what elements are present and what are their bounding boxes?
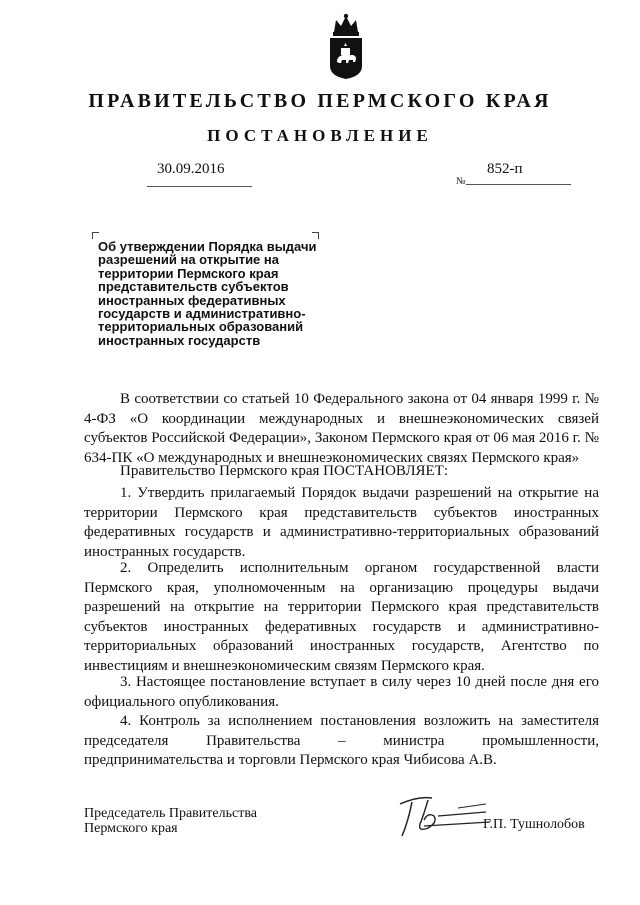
document-subject: Об утверждении Порядка выдачи разрешений на открытие на территории Пермского края представительств субъектов иностранных федеративных государств и административно-территориальных образований иностранных государств — [98, 239, 317, 348]
signatory-role-line2: Пермского края — [84, 821, 178, 836]
subject-corner-left — [92, 232, 99, 239]
signatory-role — [84, 806, 257, 836]
decree-paragraph: Правительство Пермского края ПОСТАНОВЛЯЕТ: — [120, 463, 449, 479]
date-underline — [147, 186, 252, 187]
number-sign: № — [456, 176, 466, 187]
document-date: 30.09.2016 — [157, 161, 225, 177]
document-number: 852-п — [487, 161, 523, 177]
signatory-role-line1: Председатель Правительства — [84, 806, 257, 821]
document-type: ПОСТАНОВЛЕНИЕ — [207, 126, 433, 145]
signatory-name: Г.П. Тушнолобов — [483, 817, 585, 832]
perm-krai-coat-of-arms-icon — [327, 12, 365, 80]
item-3-paragraph: 3. Настоящее постановление вступает в силу через 10 дней после дня его официального опубликования. — [84, 674, 599, 710]
item-1-paragraph: 1. Утвердить прилагаемый Порядок выдачи разрешений на открытие на территории Пермского края представительств субъектов иностранных федеративных государств и административно-территориальных образований иностранных государств. — [84, 485, 599, 560]
preamble-text: В соответствии со статьей 10 Федерального закона от 04 января 1999 г. № 4-ФЗ «О координации международных и внешнеэкономических связей субъектов Российской Федерации», Законом Пермского края от 06 мая 2016 г. № 634-ПК «О международных и внешнеэкономических связях Пермского края» — [84, 391, 599, 466]
item-4-paragraph: 4. Контроль за исполнением постановления возложить на заместителя председателя Правительства – министра промышленности, предпринимательства и торговли Пермского края Чибисова А.В. — [84, 713, 599, 769]
subject-corner-right — [312, 232, 319, 239]
item-2-paragraph: 2. Определить исполнительным органом государственной власти Пермского края, уполномоченным на организацию процедуры выдачи разрешений на открытие на территории Пермского края представительств субъектов иностранных федеративных государств и административно-территориальных образований иностранных государств, Агентство по инвестициям и внешнеэкономическим связям Пермского края. — [84, 560, 599, 674]
number-underline — [466, 184, 571, 185]
government-title: ПРАВИТЕЛЬСТВО ПЕРМСКОГО КРАЯ — [88, 90, 552, 112]
handwritten-signature-icon — [398, 792, 493, 840]
preamble-paragraph — [84, 390, 599, 468]
